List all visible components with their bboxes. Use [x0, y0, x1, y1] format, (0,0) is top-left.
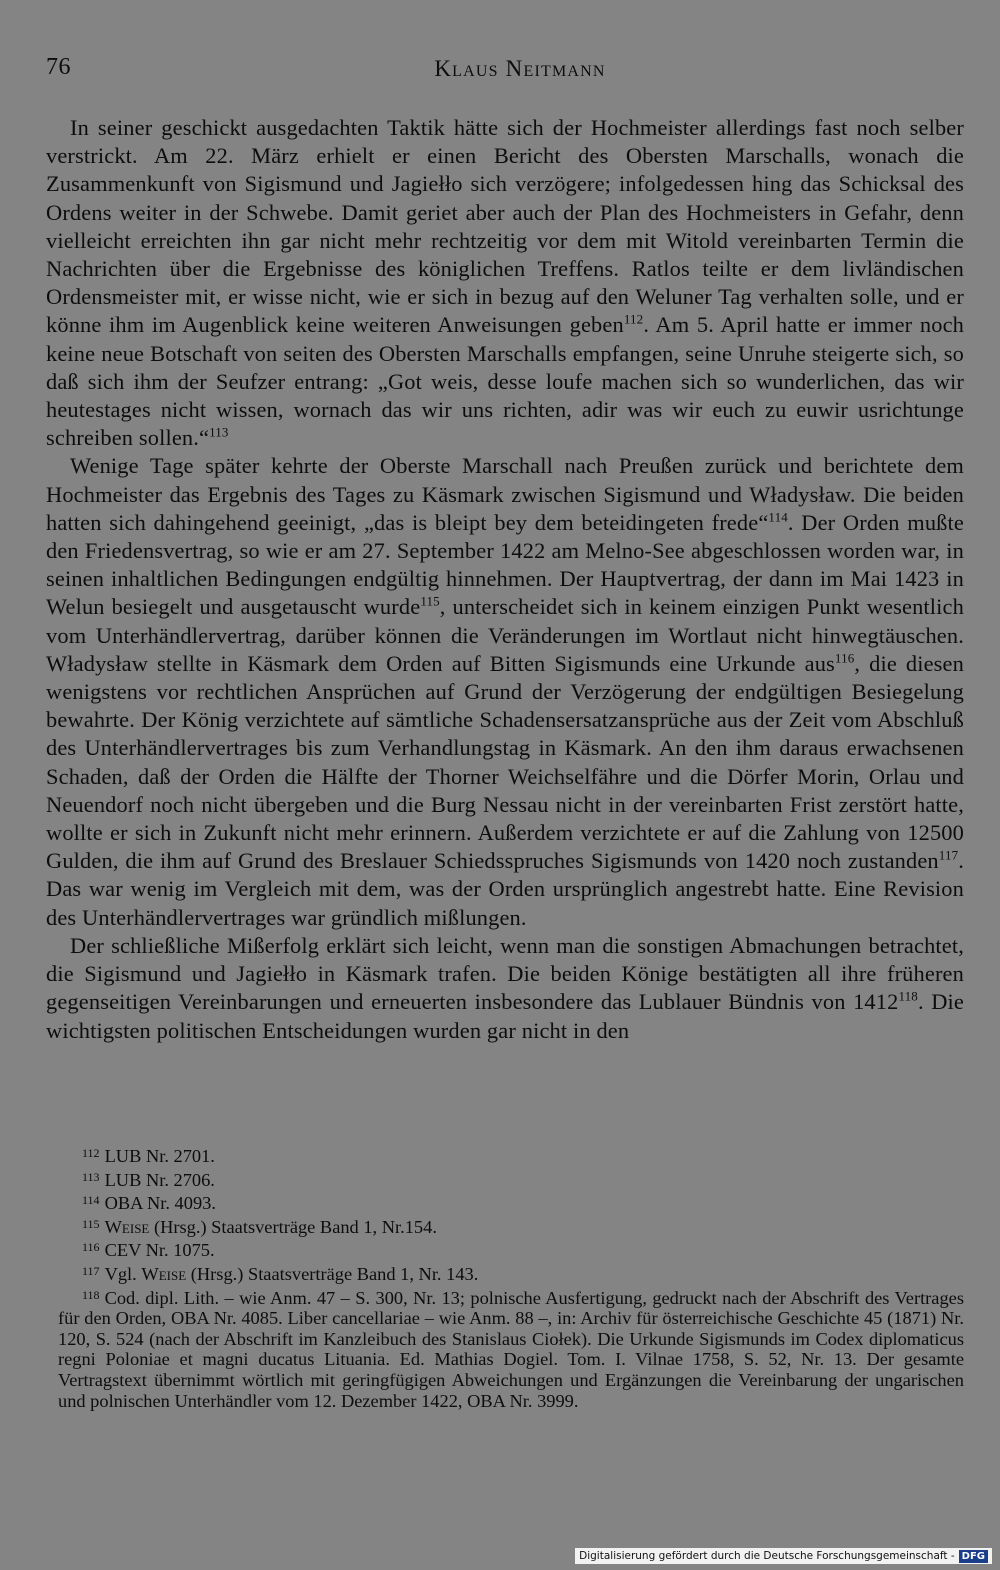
paragraph-2-text-3: , unterscheidet sich in keinem einzigen Punkt wesentlich vom Unterhändlervertrag, darüber können die Veränderungen im Wortlaut nicht hinwegtäuschen. Władysław stellte in Käsmark dem Orden auf Bitten Sigismunds eine Urkunde aus [46, 594, 964, 676]
paragraph-2 [46, 452, 964, 931]
footnote-ref-117: 117 [938, 847, 959, 863]
page-number: 76 [46, 54, 71, 80]
paragraph-3-text-2: . Die wichtigsten politischen Entscheidungen wurden gar nicht in den [46, 989, 965, 1043]
footnote-ref-115: 115 [420, 593, 440, 609]
footnotes [58, 1143, 964, 1411]
paragraph-3-text-1: Der schließliche Mißerfolg erklärt sich leicht, wenn man die sonstigen Abmachungen betrachtet, die Sigismund und Jagiełło in Käsmark trafen. Die beiden Könige bestätigten all ihre früheren gegenseitigen Vereinbarungen und erneuerten insbesondere das Lublauer Bündnis von 1412 [46, 932, 964, 1015]
footnote-113: $^{113}$ LUB Nr. 2706. [82, 1169, 215, 1190]
footnote-ref-114: 114 [768, 509, 788, 525]
footnote-ref-112: 112 [623, 311, 644, 327]
footnote-118: $^{118}$ Cod. dipl. Lith. – wie Anm. 47 – S. 300, Nr. 13; polnische Ausfertigung, gedruckt nach der Abschrift des Vertrages für den Orden, OBA Nr. 4085. Liber cancellariae – wie Anm. 88 –, in: Archiv für österreichische Geschichte 45 (1871) Nr. 120, S. 524 (nach der Abschrift im Kanzleibuch des Stanislaus Ciołek). Die Urkunde Sigismunds im Codex diplomaticus regni Poloniae et magni ducatus Lituania. Ed. Mathias Dogiel. Tom. I. Vilnae 1758, S. 52, Nr. 13. Der gesamte Vertragstext übernimmt wörtlich mit geringfügigen Abweichungen und Ergänzungen die Vereinbarung der ungarischen und polnischen Unterhändler vom 12. Dezember 1422, OBA Nr. 3999. [58, 1287, 964, 1411]
footnote-ref-118: 118 [898, 988, 918, 1004]
paragraph-2-text-2: . Der Orden mußte den Friedensvertrag, so wie er am 27. September 1422 am Melno-See abgeschlossen worden war, in seinen inhaltlichen Bedingungen endgültig hinnehmen. Der Hauptvertrag, der dann im Mai 1423 in Welun besiegelt und ausgetauscht wurde [46, 509, 964, 620]
footnote-117: $^{117}$ Vgl. Weise (Hrsg.) Staatsverträge Band 1, Nr. 143. [82, 1263, 479, 1284]
dfg-watermark [575, 1548, 992, 1564]
footnote-ref-116: 116 [834, 650, 855, 666]
footnote-112: $^{112}$ LUB Nr. 2701. [82, 1146, 215, 1166]
author-name: Weise [141, 1263, 187, 1284]
paragraph-3 [46, 932, 964, 1045]
paragraph-2-text-4: , die diesen wenigstens vor rechtlichen Ansprüchen auf Grund der Verzögerung der endgültigen Besiegelung bewahrte. Der König verzichtete auf sämtliche Schadensersatzansprüche aus der Zeit vom Abschluß des Unterhändlervertrages bis zum Verhandlungstag in Käsmark. An den ihm daraus erwachsenen Schaden, daß der Orden die Hälfte der Thorner Weichselfähre und die Dörfer Morin, Orlau und Neuendorf noch nicht übergeben und die Burg Nessau nicht in der vereinbarten Frist zerstört hatte, wollte er sich in Zukunft nicht mehr erinnern. Außerdem verzichtete er auf die Zahlung von 12500 Gulden, die ihm auf Grund des Breslauer Schiedsspruches Sigismunds von 1420 noch zustanden [46, 650, 964, 874]
footnote-116: $^{116}$ CEV Nr. 1075. [82, 1240, 215, 1261]
paragraph-1 [46, 114, 964, 452]
footnote-ref-113: 113 [209, 424, 229, 440]
author-name: Weise [104, 1216, 150, 1237]
paragraph-1-text-1: In seiner geschickt ausgedachten Taktik hätte sich der Hochmeister allerdings fast noch selber verstrickt. Am 22. März erhielt er einen Bericht des Obersten Marschalls, wonach die Zusammenkunft von Sigismund und Jagiełło sich verzögere; infolgedessen hing das Schicksal des Ordens weiter in der Schwebe. Damit geriet aber auch der Plan des Hochmeisters in Gefahr, denn vielleicht erreichten ihn gar nicht mehr rechtzeitig vor dem mit Witold vereinbarten Termin die Nachrichten über die Ergebnisse des königlichen Treffens. Ratlos teilte er dem livländischen Ordensmeister mit, er wisse nicht, wie er sich in bezug auf den Weluner Tag verhalten solle, und er könne ihm im Augenblick keine weiteren Anweisungen geben [46, 115, 964, 338]
footnote-115: $^{115}$ Weise (Hrsg.) Staatsverträge Band 1, Nr.154. [82, 1216, 437, 1237]
paragraph-2-text-1: Wenige Tage später kehrte der Oberste Marschall nach Preußen zurück und berichtete dem Hochmeister das Ergebnis des Tages zu Käsmark zwischen Sigismund und Władysław. Die beiden hatten sich dahingehend geeinigt, „das is bleipt bey dem beteidingeten frede“ [46, 453, 964, 535]
page-header [46, 54, 964, 88]
paragraph-2-text-5: . Das war wenig im Vergleich mit dem, was der Orden ursprünglich angestrebt hatte. Eine Revision des Unterhändlervertrages war gründlich mißlungen. [46, 848, 964, 930]
body-text [46, 114, 964, 1045]
running-head: Klaus Neitmann [434, 56, 606, 81]
dfg-watermark-text: Digitalisierung gefördert durch die Deutsche Forschungsgemeinschaft - [579, 1550, 955, 1562]
paragraph-1-text-2: . Am 5. April hatte er immer noch keine neue Botschaft von seiten des Obersten Marschalls empfangen, seine Unruhe steigerte sich, so daß sich ihm der Seufzer entrang: „Got weis, desse loufe machen sich so wunderlichen, das wir heutestages nicht wissen, wornach das wir uns richten, adir was wir euch zu euwir usrichtunge schreiben sollen.“ [46, 312, 965, 451]
dfg-logo: DFG [959, 1550, 988, 1563]
footnote-114: $^{114}$ OBA Nr. 4093. [82, 1193, 216, 1214]
